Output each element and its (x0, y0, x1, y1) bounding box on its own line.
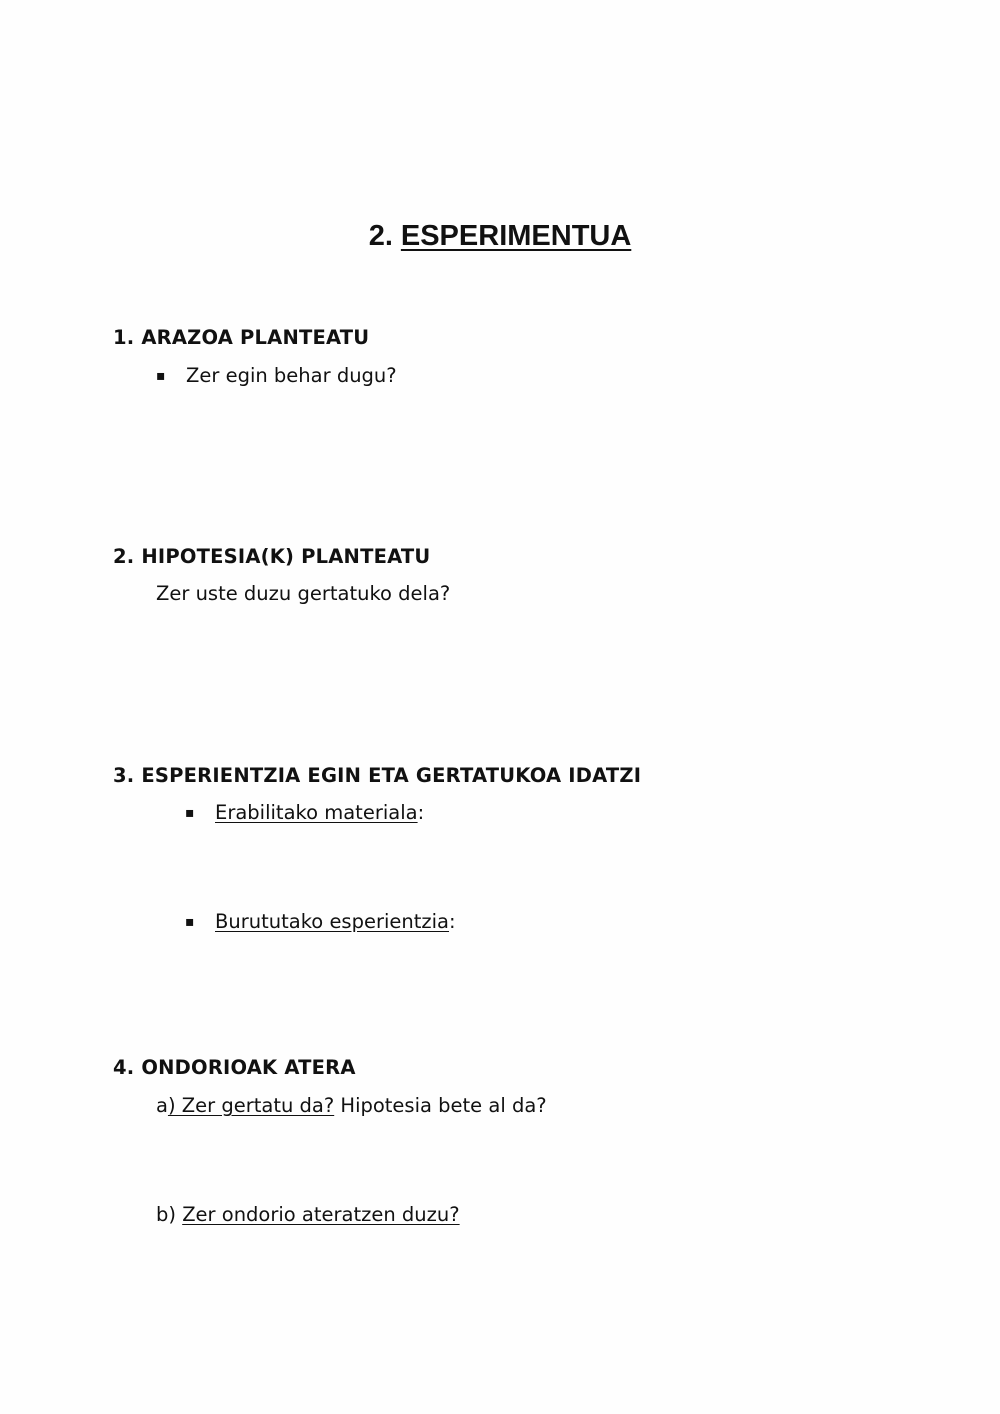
materials-bullet: ▪ (185, 805, 195, 821)
section-4-heading: 4. ONDORIOAK ATERA (113, 1056, 356, 1079)
title-number: 2. (368, 220, 393, 252)
section-1-heading: 1. ARAZOA PLANTEATU (113, 326, 370, 349)
question-b-prefix: b) (156, 1203, 183, 1226)
title-word: ESPERIMENTUA (400, 220, 632, 252)
materials-line (215, 801, 424, 825)
question-a-rest: Hipotesia bete al da? (334, 1094, 547, 1117)
materials-label: Erabilitako materiala (215, 801, 418, 824)
materials-colon: : (417, 801, 425, 824)
section-2-heading: 2. HIPOTESIA(K) PLANTEATU (113, 545, 431, 568)
section-3-heading: 3. ESPERIENTZIA EGIN ETA GERTATUKOA IDATZI (113, 764, 642, 787)
section-2-question: Zer uste duzu gertatuko dela? (156, 582, 451, 605)
question-b-underlined: Zer ondorio ateratzen duzu? (182, 1203, 460, 1226)
experience-bullet: ▪ (185, 914, 195, 930)
section-1-question: Zer egin behar dugu? (186, 364, 397, 387)
question-a-prefix: a (156, 1094, 168, 1117)
experience-label: Burututako esperientzia (215, 910, 450, 933)
section-1-bullet: ▪ (156, 368, 166, 384)
question-a (156, 1094, 547, 1118)
page-title (0, 218, 1000, 254)
question-a-underlined: ) Zer gertatu da? (167, 1094, 335, 1117)
experience-line (215, 910, 456, 934)
question-b (156, 1203, 460, 1227)
experience-colon: : (449, 910, 456, 933)
